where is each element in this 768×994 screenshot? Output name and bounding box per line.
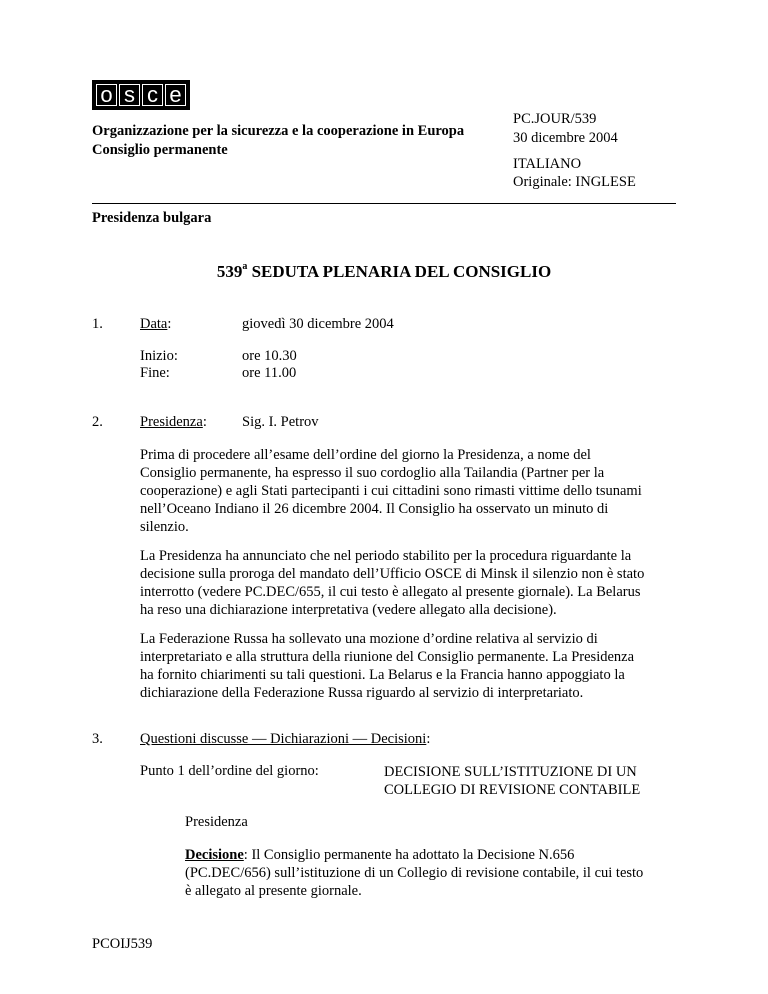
speaker: Presidenza: [185, 814, 248, 830]
org-line-1: Organizzazione per la sicurezza e la cooperazione in Europa: [92, 123, 465, 139]
start-value: ore 10.30: [242, 348, 297, 364]
header-divider: [92, 203, 676, 204]
logo-letter: c: [142, 84, 163, 106]
paragraph-condolences: Prima di procedere all’esame dell’ordine del giorno la Presidenza, a nome del Consiglio permanente, ha espresso il suo cordoglio alla Tailandia (Partner per la cooperazione) e agli Stati partecipanti i cui cittadini sono rimasti vittime dello tsunami nell’Oceano Indiano il 26 dicembre 2004. Il Consiglio ha osservato un minuto di silenzio.: [140, 447, 642, 535]
section-number: 3.: [92, 731, 103, 747]
start-label: Inizio:: [140, 348, 178, 364]
title-text: SEDUTA PLENARIA DEL CONSIGLIO: [247, 262, 552, 281]
end-value: ore 11.00: [242, 365, 297, 381]
footer-code: PCOIJ539: [92, 936, 153, 952]
decision-paragraph: Decisione: Il Consiglio permanente ha adottato la Decisione N.656 (PC.DEC/656) sull’istituzione di un Collegio di revisione contabile, il cui testo è allegato al presente giornale.: [185, 847, 644, 899]
osce-logo: [92, 80, 190, 110]
title-superscript: a: [242, 261, 248, 272]
presidency-value: Sig. I. Petrov: [242, 414, 319, 430]
document-reference: [513, 110, 618, 148]
date-label: Data:: [140, 316, 172, 332]
title-number: 539: [216, 262, 243, 281]
section-number: 1.: [92, 316, 103, 332]
organization-name: [92, 122, 464, 160]
paragraph-point-of-order: La Federazione Russa ha sollevato una mozione d’ordine relativa al servizio di interpretariato e alla struttura della riunione del Consiglio permanente. La Presidenza ha fornito chiarimenti su tali questioni. La Belarus e la Francia hanno appoggiato la dichiarazione della Federazione Russa riguardo al servizio di interpretariato.: [140, 631, 635, 701]
doc-ref: PC.JOUR/539: [513, 111, 597, 127]
agenda-item-label: Punto 1 dell’ordine del giorno:: [140, 763, 319, 779]
page-title: [0, 262, 768, 282]
presidency-label: Presidenza bulgara: [92, 210, 212, 226]
language: ITALIANO: [513, 156, 582, 172]
end-label: Fine:: [140, 365, 170, 381]
org-line-2: Consiglio permanente: [92, 142, 228, 158]
paragraph-minsk-decision: La Presidenza ha annunciato che nel periodo stabilito per la procedura riguardante la decisione sulla proroga del mandato dell’Ufficio OSCE di Minsk il silenzio non è stato interrotto (vedere PC.DEC/655, il cui testo è allegato al presente giornale). La Belarus ha reso una dichiarazione interpretativa (vedere allegato alla decisione).: [140, 548, 645, 618]
section-number: 2.: [92, 414, 103, 430]
original-language: Originale: INGLESE: [513, 174, 636, 190]
decision-label: Decisione: [185, 847, 244, 863]
logo-letter: s: [119, 84, 140, 106]
section3-heading: Questioni discusse — Dichiarazioni — Decisioni:: [140, 731, 431, 747]
agenda-item-title: DECISIONE SULL’ISTITUZIONE DI UN COLLEGIO DI REVISIONE CONTABILE: [384, 764, 641, 798]
presidency-field-label: Presidenza:: [140, 414, 207, 430]
logo-letter: e: [165, 84, 186, 106]
doc-date: 30 dicembre 2004: [513, 130, 618, 146]
logo-letter: o: [96, 84, 117, 106]
language-block: [513, 155, 636, 191]
date-value: giovedì 30 dicembre 2004: [242, 316, 394, 332]
